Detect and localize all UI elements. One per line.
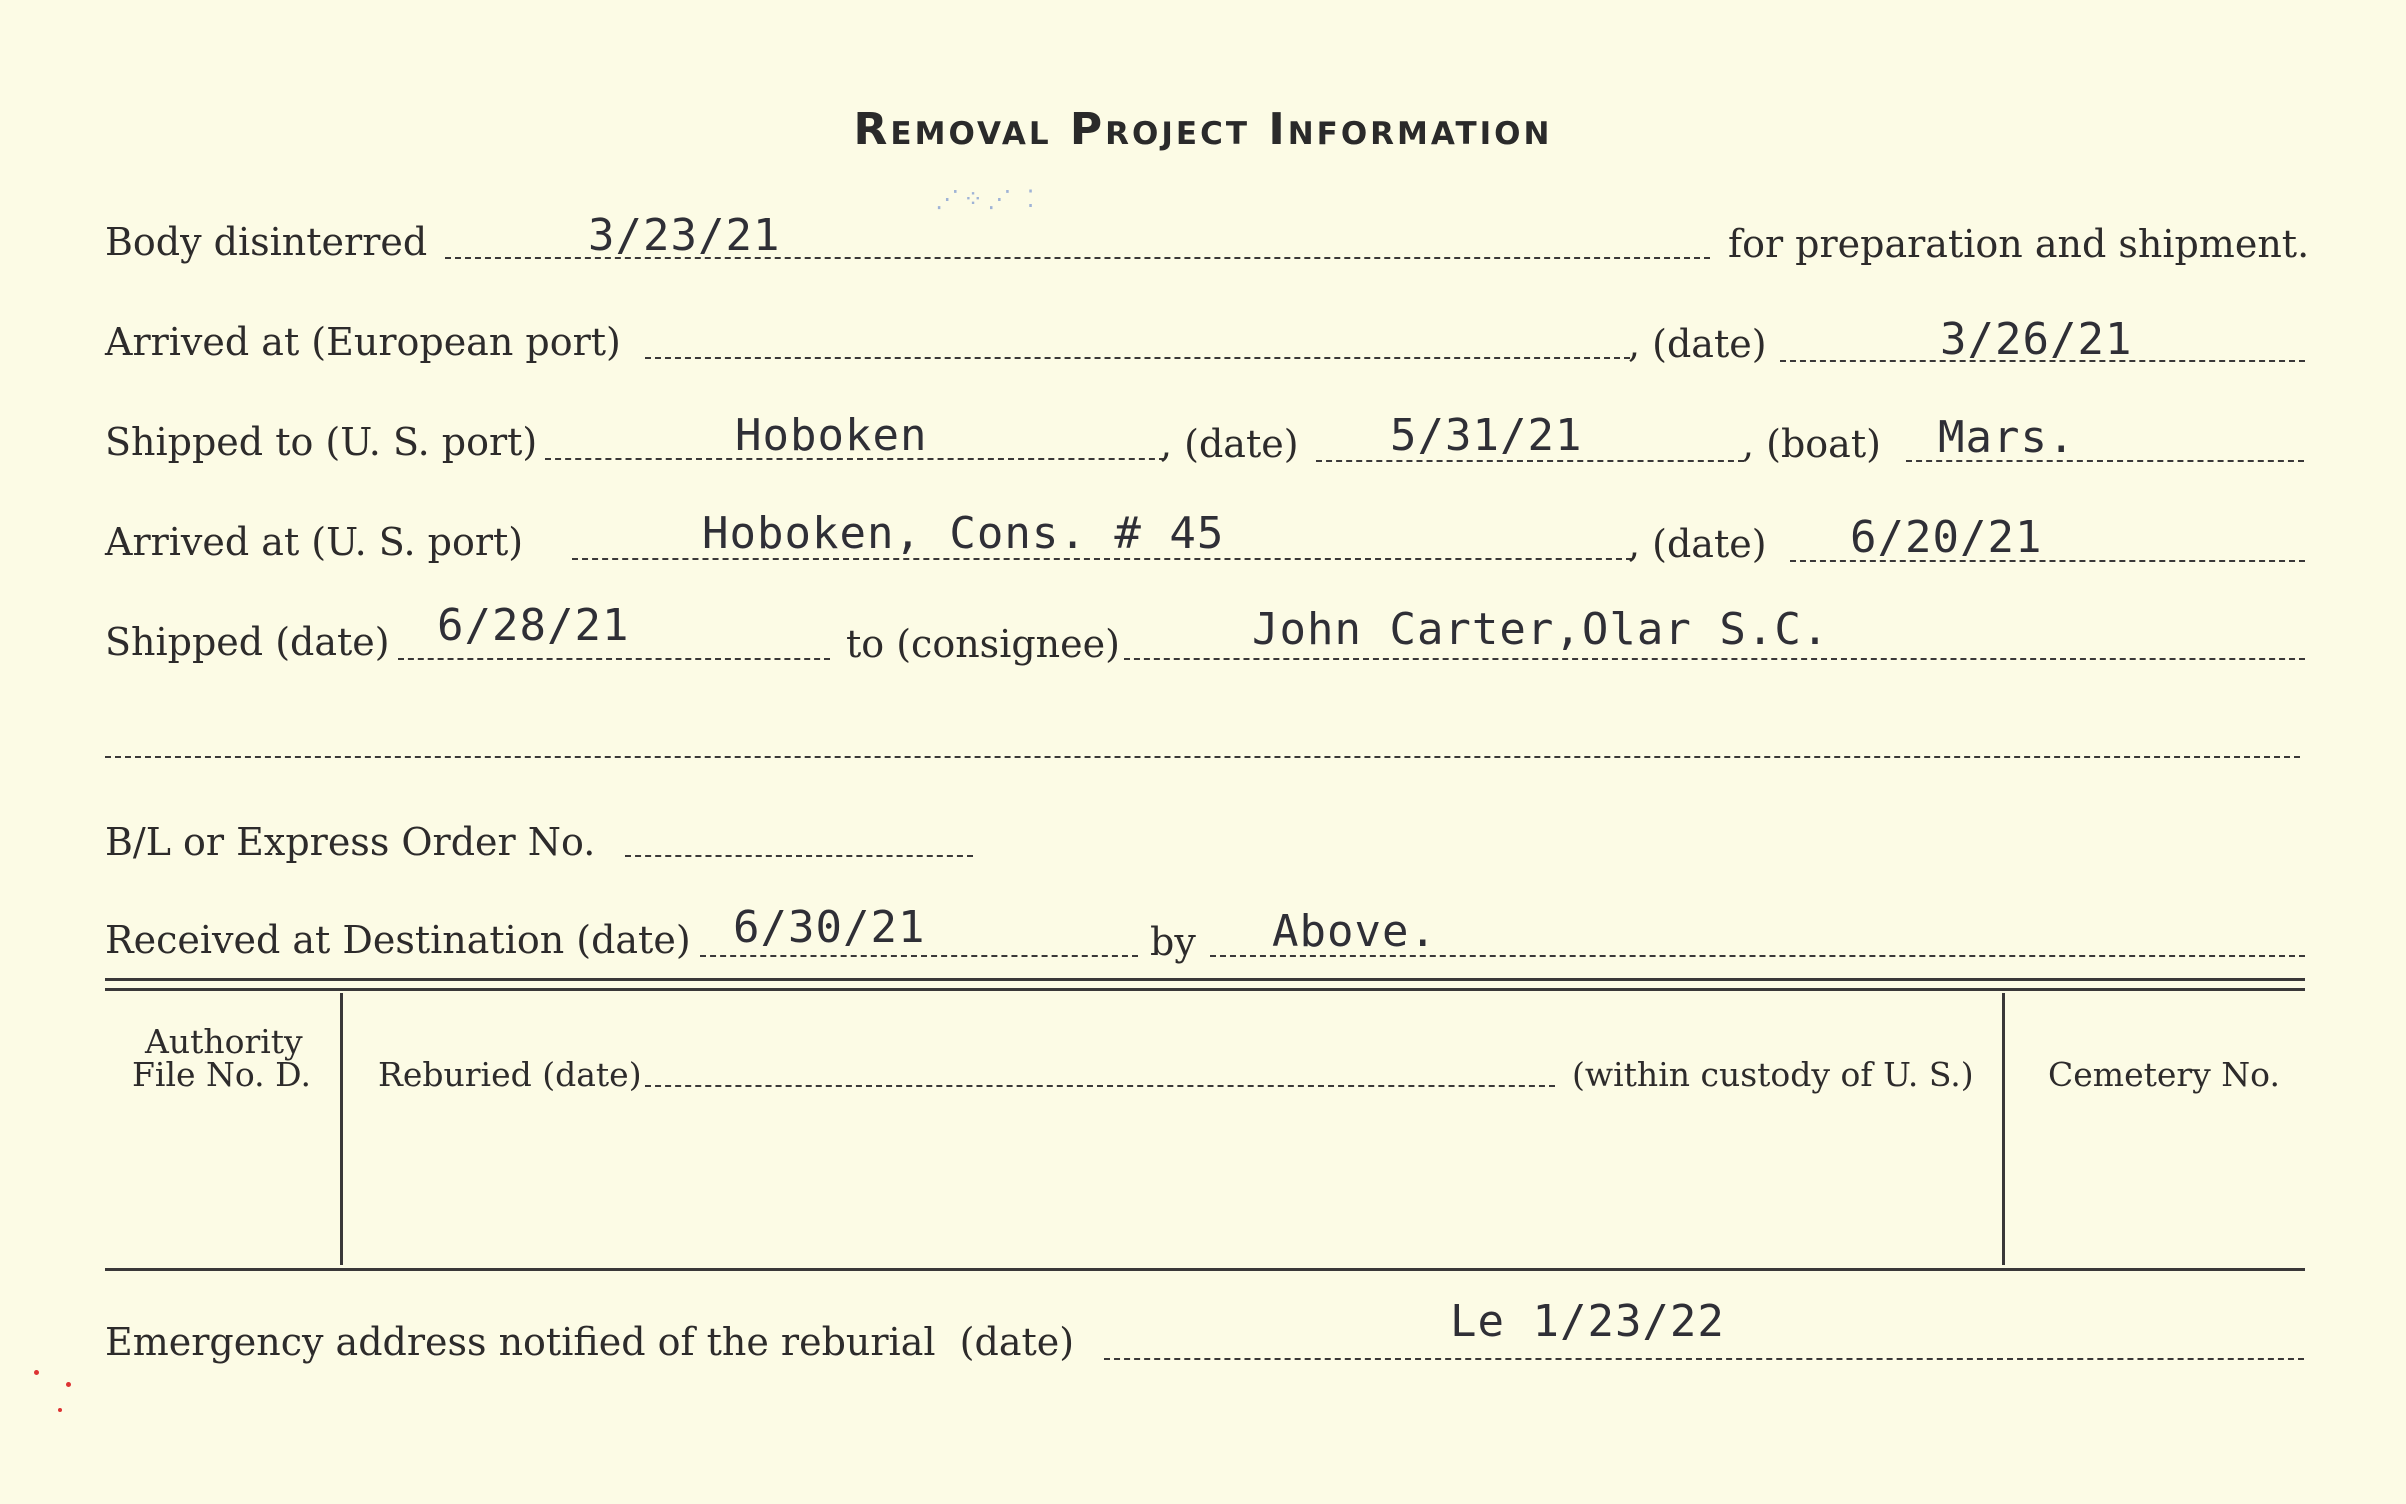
arrived-us-value: Hoboken, Cons. # 45	[702, 508, 1225, 559]
ink-speck	[58, 1408, 62, 1412]
authority-label-2: File No. D.	[132, 1055, 311, 1094]
reburied-label: Reburied (date)	[378, 1055, 642, 1094]
ink-speck	[34, 1370, 39, 1375]
table-bottom-rule	[105, 1268, 2305, 1271]
by-value: Above.	[1272, 906, 1437, 957]
table-divider-right	[2002, 993, 2005, 1265]
cemetery-label: Cemetery No.	[2048, 1055, 2280, 1094]
shipped-us-date-label: , (date)	[1160, 422, 1299, 466]
arrived-us-date-label: , (date)	[1628, 522, 1767, 566]
shipped-us-label: Shipped to (U. S. port)	[105, 420, 538, 464]
shipped-us-value: Hoboken	[735, 410, 928, 461]
table-top-rule-2	[105, 988, 2305, 991]
arrived-euro-date-label: , (date)	[1628, 322, 1767, 366]
bl-label: B/L or Express Order No.	[105, 820, 596, 864]
ink-speck	[66, 1382, 71, 1387]
arrived-us-label: Arrived at (U. S. port)	[105, 520, 524, 564]
faint-stamp-mark: ⋰⁘⋰ ⁚	[935, 185, 1039, 213]
custody-label: (within custody of U. S.)	[1572, 1055, 1974, 1094]
blank-line	[105, 756, 2300, 758]
boat-label: , (boat)	[1742, 422, 1881, 466]
shipped-date-label: Shipped (date)	[105, 620, 390, 664]
authority-label-1: Authority	[145, 1022, 303, 1061]
consignee-value: John Carter,Olar S.C.	[1252, 604, 1830, 655]
consignee-label: to (consignee)	[846, 622, 1120, 666]
arrived-us-date-value: 6/20/21	[1850, 512, 2043, 563]
received-label: Received at Destination (date)	[105, 918, 691, 962]
arrived-euro-date-value: 3/26/21	[1940, 314, 2133, 365]
reburied-line	[645, 1085, 1555, 1087]
consignee-line	[1124, 658, 2305, 660]
received-value: 6/30/21	[733, 902, 926, 953]
body-disinterred-suffix: for preparation and shipment.	[1728, 222, 2310, 266]
page-title: Removal Project Information	[853, 104, 1553, 155]
table-top-rule	[105, 978, 2305, 981]
shipped-date-line	[398, 658, 830, 660]
arrived-euro-line	[645, 357, 1630, 359]
body-disinterred-value: 3/23/21	[588, 210, 781, 261]
emergency-value: Le 1/23/22	[1450, 1296, 1725, 1347]
body-disinterred-label: Body disinterred	[105, 220, 428, 264]
received-line	[700, 955, 1138, 957]
bl-line	[625, 855, 973, 857]
boat-value: Mars.	[1938, 412, 2076, 463]
shipped-us-date-value: 5/31/21	[1390, 410, 1583, 461]
table-divider-left	[340, 993, 343, 1265]
emergency-line	[1104, 1358, 2304, 1360]
by-label: by	[1150, 920, 1196, 964]
arrived-euro-label: Arrived at (European port)	[105, 320, 621, 364]
shipped-date-value: 6/28/21	[437, 600, 630, 651]
emergency-label: Emergency address notified of the reburial (date)	[105, 1320, 1075, 1364]
